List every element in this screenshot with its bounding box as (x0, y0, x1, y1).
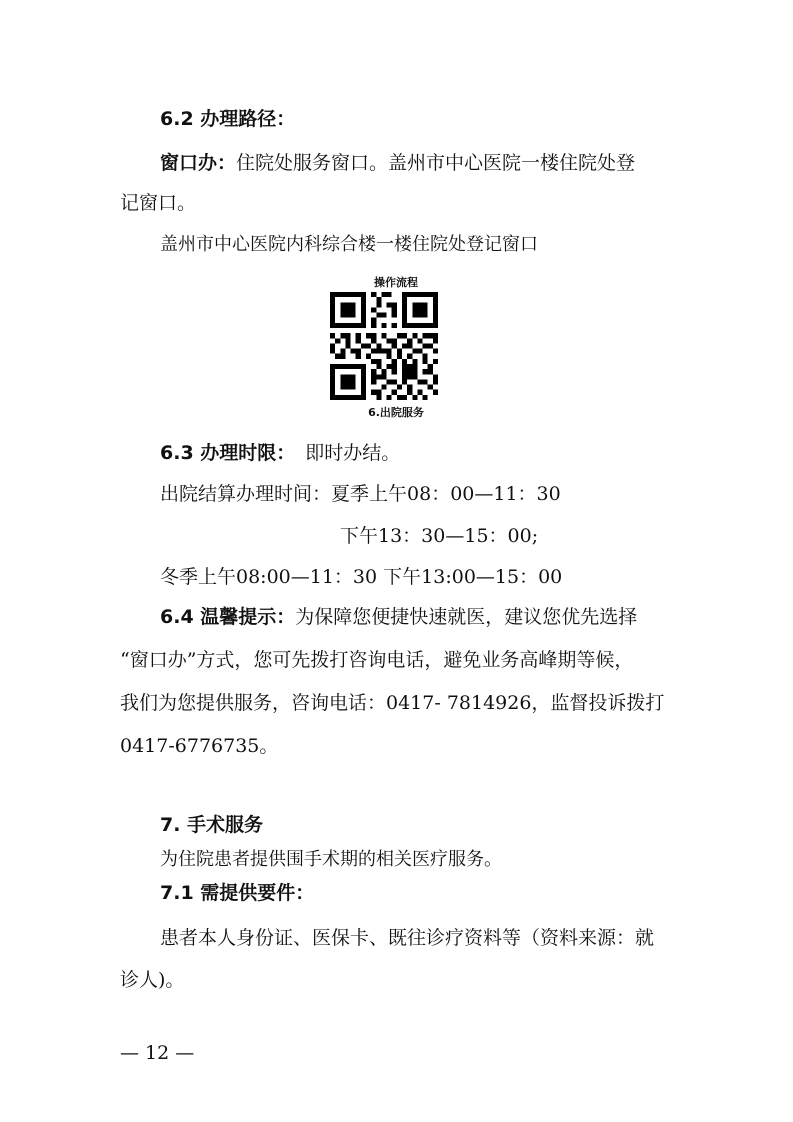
section-6-3-text: 即时办结。 (305, 442, 401, 464)
qr-block (330, 276, 462, 420)
section-6-4-line-3: 我们为您提供服务，咨询电话：0417- 7814926，监督投诉拨打 (120, 692, 665, 714)
hours-summer-pm: 下午13：30—15：00; (340, 525, 539, 547)
hours-summer-line (160, 481, 561, 507)
section-6-4-line-2: “窗口办”方式，您可先拨打咨询电话，避免业务高峰期等候， (120, 649, 634, 671)
section-7-1-heading: 7.1 需提供要件： (160, 882, 315, 904)
section-6-3-line (160, 440, 400, 466)
section-7-heading: 7. 手术服务 (160, 814, 264, 836)
window-line-2: 记窗口。 (120, 192, 197, 214)
section-6-4-heading: 6.4 温馨提示： (160, 606, 296, 628)
section-6-4-text-1: 为保障您便捷快速就医，建议您优先选择 (295, 606, 638, 628)
hours-winter: 冬季上午08:00—11：30 下午13:00—15：00 (160, 566, 563, 588)
window-text: 住院处服务窗口。盖州市中心医院一楼住院处登 (236, 152, 636, 174)
section-6-4-line-1 (160, 604, 637, 630)
section-6-2-heading: 6.2 办理路径： (160, 108, 296, 130)
qr-code[interactable] (330, 292, 438, 400)
section-7-1-line-2: 诊人)。 (120, 969, 185, 991)
window-line-1 (160, 150, 635, 176)
qr-title: 操作流程 (374, 276, 418, 289)
qr-caption: 6.出院服务 (368, 406, 424, 419)
section-7-desc: 为住院患者提供围手术期的相关医疗服务。 (160, 849, 502, 870)
hours-summer-am: 夏季上午08：00—11：30 (331, 483, 561, 505)
location-line: 盖州市中心医院内科综合楼一楼住院处登记窗口 (160, 234, 538, 255)
section-6-3-heading: 6.3 办理时限： (160, 442, 296, 464)
page-number: — 12 — (120, 1042, 195, 1064)
hours-label: 出院结算办理时间： (160, 483, 332, 505)
section-6-4-line-4: 0417-6776735。 (120, 735, 279, 757)
section-7-1-line-1: 患者本人身份证、医保卡、既往诊疗资料等（资料来源：就 (160, 927, 655, 949)
window-label: 窗口办： (160, 152, 237, 174)
